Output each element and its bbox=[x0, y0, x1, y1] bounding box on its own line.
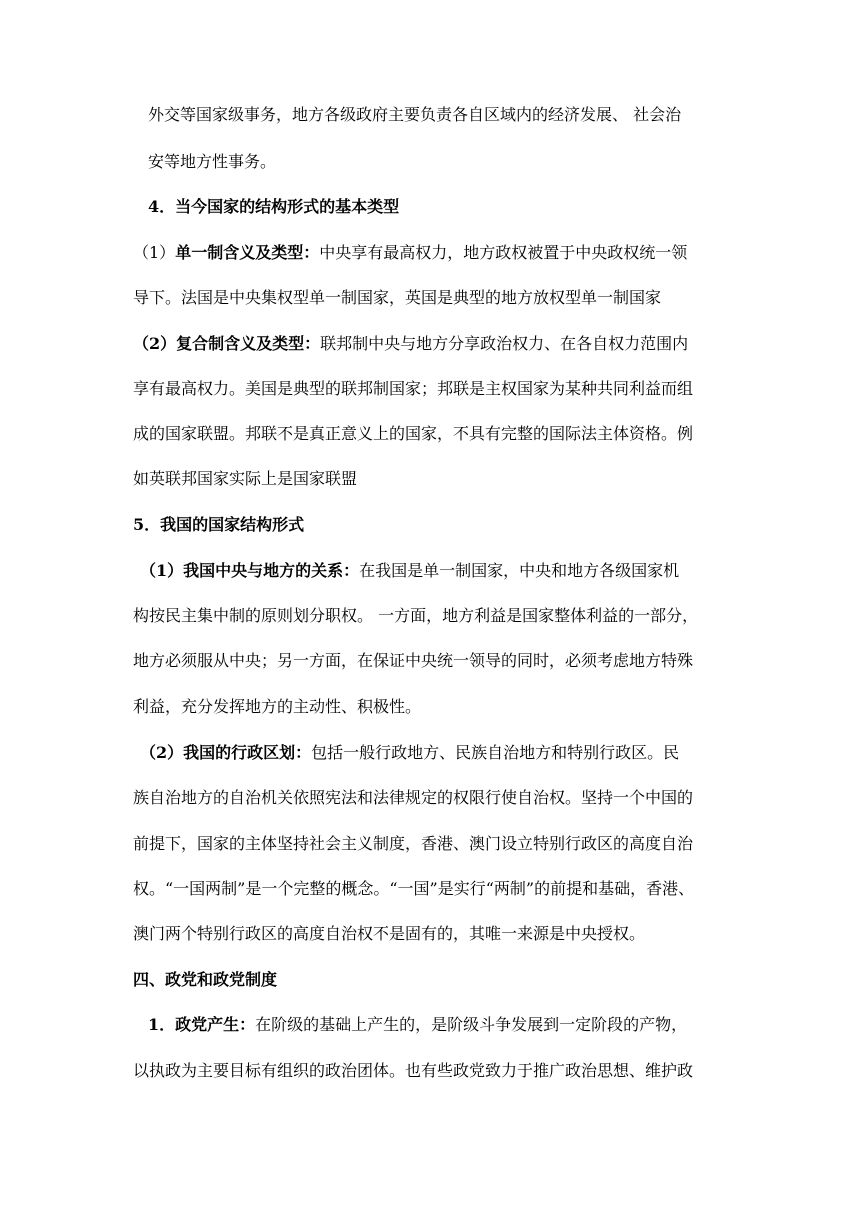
section-heading bbox=[133, 969, 277, 991]
text-line bbox=[133, 1060, 693, 1082]
body-text: 如英联邦国家实际上是国家联盟 bbox=[133, 469, 358, 488]
heading-text: 4．当今国家的结构形式的基本类型 bbox=[148, 197, 400, 216]
term-label: 1．政党产生： bbox=[148, 1015, 256, 1034]
body-text: 构按民主集中制的原则划分职权。 一方面，地方利益是国家整体利益的一部分， bbox=[133, 606, 699, 625]
term-label: （2）复合制含义及类型： bbox=[133, 334, 321, 353]
text-line bbox=[133, 287, 661, 309]
body-text: 权。“一国两制”是一个完整的概念。“一国”是实行“两制”的前提和基础，香港、 bbox=[133, 879, 695, 898]
text-line bbox=[133, 242, 687, 264]
text-line bbox=[133, 605, 698, 627]
text-line bbox=[140, 560, 679, 582]
body-text: 前提下，国家的主体坚持社会主义制度，香港、澳门设立特别行政区的高度自治 bbox=[133, 834, 694, 853]
text-line bbox=[133, 696, 421, 718]
text-line bbox=[133, 423, 693, 445]
body-text: 族自治地方的自治机关依照宪法和法律规定的权限行使自治权。坚持一个中国的 bbox=[133, 788, 694, 807]
body-text: 地方必须服从中央；另一方面，在保证中央统一领导的同时，必须考虑地方特殊 bbox=[133, 651, 694, 670]
body-text: 导下。法国是中央集权型单一制国家，英国是典型的地方放权型单一制国家 bbox=[133, 288, 662, 307]
body-text: 安等地方性事务。 bbox=[148, 152, 277, 171]
item-number: （1） bbox=[133, 243, 176, 262]
body-text: 利益，充分发挥地方的主动性、积极性。 bbox=[133, 697, 422, 716]
body-text: 包括一般行政地方、民族自治地方和特别行政区。民 bbox=[311, 743, 680, 762]
heading-text: 四、政党和政党制度 bbox=[133, 970, 278, 989]
term-label: （1）我国中央与地方的关系： bbox=[140, 561, 360, 580]
text-line bbox=[133, 378, 693, 400]
text-line bbox=[133, 333, 688, 355]
body-text: 联邦制中央与地方分享政治权力、在各自权力范围内 bbox=[320, 334, 689, 353]
text-line bbox=[140, 742, 679, 764]
section-heading bbox=[133, 514, 304, 536]
body-text: 成的国家联盟。邦联不是真正意义上的国家，不具有完整的国际法主体资格。例 bbox=[133, 424, 694, 443]
heading-text: 5．我国的国家结构形式 bbox=[133, 515, 305, 534]
text-line bbox=[133, 833, 693, 855]
text-line bbox=[133, 787, 693, 809]
body-text: 以执政为主要目标有组织的政治团体。也有些政党致力于推广政治思想、维护政 bbox=[133, 1061, 694, 1080]
body-text: 享有最高权力。美国是典型的联邦制国家；邦联是主权国家为某种共同利益而组 bbox=[133, 379, 694, 398]
text-line bbox=[133, 878, 694, 900]
text-line bbox=[133, 468, 357, 490]
text-line bbox=[133, 650, 693, 672]
text-line bbox=[148, 151, 276, 173]
text-line bbox=[133, 923, 645, 945]
term-label: （2）我国的行政区划： bbox=[140, 743, 312, 762]
text-line bbox=[148, 104, 681, 126]
body-text: 澳门两个特别行政区的高度自治权不是固有的，其唯一来源是中央授权。 bbox=[133, 924, 646, 943]
body-text: 中央享有最高权力，地方政权被置于中央政权统一领 bbox=[319, 243, 688, 262]
section-heading bbox=[148, 196, 399, 218]
body-text: 在我国是单一制国家，中央和地方各级国家机 bbox=[359, 561, 680, 580]
body-text: 在阶级的基础上产生的，是阶级斗争发展到一定阶段的产物， bbox=[255, 1015, 688, 1034]
term-label: 单一制含义及类型： bbox=[175, 243, 320, 262]
text-line bbox=[148, 1014, 687, 1036]
body-text: 外交等国家级事务，地方各级政府主要负责各自区域内的经济发展、 社会治 bbox=[148, 105, 682, 124]
